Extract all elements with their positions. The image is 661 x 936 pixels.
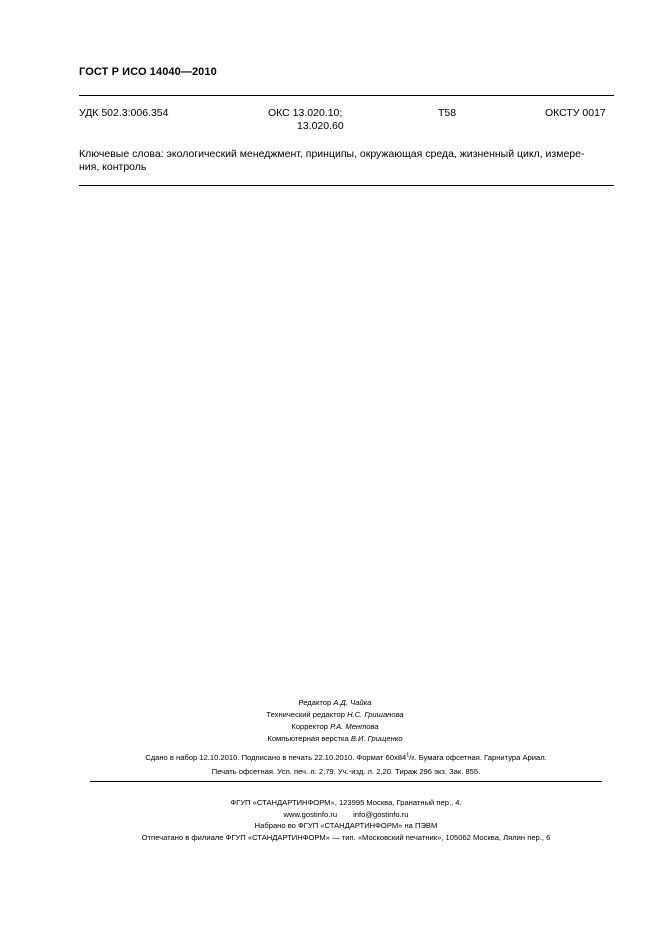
oks-code-line1: ОКС 13.020.10; (268, 107, 343, 119)
format-denominator: 8 (411, 756, 415, 762)
credit-layout-name: В.И. Грищенко (350, 734, 403, 743)
organization-email: info@gostinfo.ru (353, 809, 409, 819)
publication-divider (90, 781, 602, 782)
credit-tech-editor-label: Технический редактор (266, 710, 345, 719)
credit-editor-name: А.Д. Чайка (333, 698, 372, 707)
credits-block (140, 697, 530, 745)
keywords-line-1: Ключевые слова: экологический менеджмент, принципы, окружающая среда, жизненный цикл, измере- (79, 148, 585, 160)
credit-corrector-name: Р.А. Ментова (330, 722, 379, 731)
format-numerator: 1 (406, 752, 410, 759)
group-code-text: Т58 (438, 107, 457, 119)
publication-line-1-a: Сдано в набор 12.10.2010. Подписано в печать 22.10.2010. Формат 60х84 (145, 753, 407, 762)
credit-layout (140, 733, 530, 745)
format-slash: / (409, 753, 412, 762)
document-title: ГОСТ Р ИСО 14040—2010 (79, 66, 217, 78)
organization-website: www.gostinfo.ru (283, 809, 338, 819)
publication-line-1 (78, 752, 614, 766)
organization-address: ФГУП «СТАНДАРТИНФОРМ», 123995 Москва, Гранатный пер., 4. (230, 798, 462, 807)
keywords-block (79, 148, 617, 174)
okstu-code (545, 107, 606, 120)
organization-printed: Отпечатано в филиале ФГУП «СТАНДАРТИНФОРМ» — тип. «Московский печатник», 105062 Москва, Лялин пер., 6 (141, 832, 551, 842)
credit-corrector-label: Корректор (291, 722, 328, 731)
publication-line-2: Печать офсетная. Усл. печ. л. 2,79. Уч.-изд. л. 2,20. Тираж 296 экз. Зак. 855. (211, 766, 481, 776)
publication-line-1-b: . Бумага офсетная. Гарнитура Ариал. (414, 753, 547, 762)
udk-code-text: УДК 502.3:006.354 (79, 107, 169, 119)
credit-layout-label: Компьютерная верстка (267, 734, 349, 743)
keywords-line-2: ния, контроль (79, 161, 147, 173)
keywords-divider (79, 185, 614, 186)
group-code (438, 107, 456, 120)
organization-typeset: Набрано во ФГУП «СТАНДАРТИНФОРМ» на ПЭВМ (254, 821, 438, 830)
oks-code-line2: 13.020.60 (297, 120, 344, 132)
oks-code (266, 107, 364, 133)
publication-block (78, 752, 614, 778)
organization-block (78, 797, 614, 843)
organization-contacts (78, 809, 614, 821)
header-divider (79, 95, 614, 96)
credit-editor (140, 697, 530, 709)
credit-tech-editor-name: Н.С. Гришанова (347, 710, 404, 719)
credit-editor-label: Редактор (298, 698, 332, 707)
credit-tech-editor (140, 709, 530, 721)
okstu-code-text: ОКСТУ 0017 (545, 107, 606, 119)
credit-corrector (140, 721, 530, 733)
udk-code (79, 107, 169, 120)
